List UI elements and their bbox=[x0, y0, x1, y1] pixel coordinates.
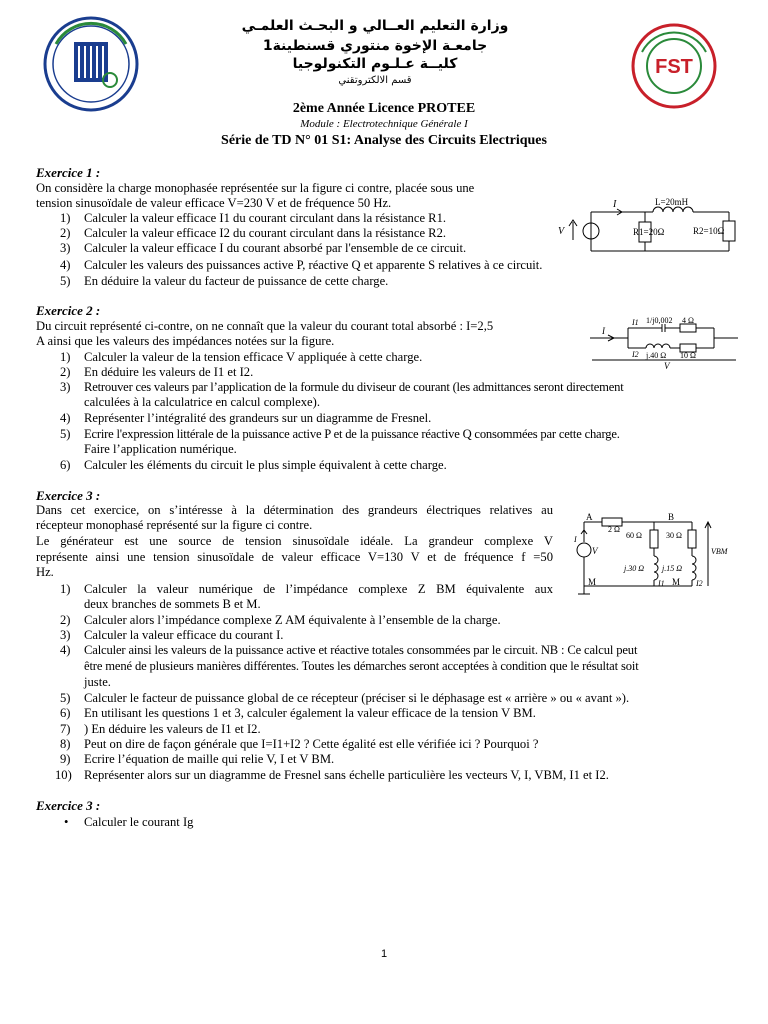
ex2-q4-num: 4) bbox=[60, 411, 71, 425]
ex2-q2: En déduire les valeurs de I1 et I2. bbox=[84, 365, 254, 379]
ex3-q6: En utilisant les questions 1 et 3, calculer également la valeur efficace de la tension V BM. bbox=[84, 706, 536, 720]
ex1-line1: On considère la charge monophasée représentée sur la figure ci contre, placée sous une bbox=[36, 181, 475, 195]
ex1-q3: Calculer la valeur efficace I du courant absorbé par l'ensemble de ce circuit. bbox=[84, 241, 467, 255]
faculty-logo bbox=[630, 22, 718, 110]
ministry-name-ar: وزارة التعليم العــالي و البحـث العلمـي bbox=[241, 18, 509, 34]
ex2-fig-I: I bbox=[602, 326, 605, 336]
ex4-title: Exercice 3 : bbox=[36, 798, 101, 813]
ex1-q1: Calculer la valeur efficace I1 du courant circulant dans la résistance R1. bbox=[84, 211, 447, 225]
ex2-q5: Ecrire l'expression littérale de la puissance active P et de la puissance réactive Q consommées par cette charge. bbox=[84, 427, 620, 441]
ex3-fig-R60: 60 Ω bbox=[626, 531, 642, 540]
ex3-q1b: deux branches de sommets B et M. bbox=[84, 597, 261, 611]
ex1-q4-num: 4) bbox=[60, 258, 71, 272]
ex2-line2: A ainsi que les valeurs des impédances notées sur la figure. bbox=[36, 334, 335, 348]
ex1-q5: En déduire la valeur du facteur de puissance de cette charge. bbox=[84, 274, 389, 288]
ex2-fig-C: 1/j0,002 bbox=[646, 316, 673, 325]
ex1-q4: Calculer les valeurs des puissances active P, réactive Q et apparente S relatives à ce circuit. bbox=[84, 258, 543, 272]
ex3-fig-V: V bbox=[592, 546, 598, 556]
ex3-q5-num: 5) bbox=[60, 691, 71, 705]
ex3-q7: ) En déduire les valeurs de I1 et I2. bbox=[84, 722, 261, 736]
ex3-q3-num: 3) bbox=[60, 628, 71, 642]
ex2-q2-num: 2) bbox=[60, 365, 71, 379]
ex1-q2: Calculer la valeur efficace I2 du courant circulant dans la résistance R2. bbox=[84, 226, 447, 240]
ex2-circuit-figure bbox=[588, 314, 748, 370]
ex3-p5: Hz. bbox=[36, 565, 54, 579]
ex3-fig-I2: I2 bbox=[696, 579, 703, 588]
module-name: Module : Electrotechnique Générale I bbox=[300, 118, 468, 130]
university-name-ar: جامعـة الإخوة منتوري قسنطينة1 bbox=[262, 38, 488, 54]
ex3-fig-L15: j.15 Ω bbox=[662, 564, 683, 573]
ex2-q1-num: 1) bbox=[60, 350, 71, 364]
ex1-circuit-figure bbox=[553, 196, 743, 262]
ex2-q3b: calculées à la calculatrice en calcul complexe). bbox=[84, 395, 320, 409]
ex2-q5-num: 5) bbox=[60, 427, 71, 441]
ex2-q6-num: 6) bbox=[60, 458, 71, 472]
ex1-q3-num: 3) bbox=[60, 241, 71, 255]
university-logo bbox=[36, 14, 146, 114]
faculty-logo-text: FST bbox=[655, 56, 693, 78]
ex3-q8-num: 8) bbox=[60, 737, 71, 751]
ex3-q10-num: 10) bbox=[55, 768, 72, 782]
ex3-fig-R30: 30 Ω bbox=[666, 531, 682, 540]
ex2-q5b: Faire l’application numérique. bbox=[84, 442, 237, 456]
ex3-q2: Calculer alors l’impédance complexe Z AM équivalente à l’ensemble de la charge. bbox=[84, 613, 501, 627]
ex2-fig-I2: I2 bbox=[632, 350, 639, 359]
ex2-q4: Représenter l’intégralité des grandeurs sur un diagramme de Fresnel. bbox=[84, 411, 432, 425]
ex3-fig-L30: j.30 Ω bbox=[624, 564, 645, 573]
ex3-fig-M2: M bbox=[672, 577, 681, 587]
ex3-title: Exercice 3 : bbox=[36, 488, 101, 503]
ex3-fig-M: M bbox=[588, 577, 597, 587]
ex3-q4b: être mené de plusieurs manières différentes. Toutes les démarches seront acceptées à condition que le résultat soit bbox=[84, 659, 639, 673]
ex3-q10: Représenter alors sur un diagramme de Fresnel sans échelle particulière les vecteurs V, I, VBM, I1 et I2. bbox=[84, 768, 609, 782]
ex3-circuit-figure bbox=[572, 510, 752, 602]
ex3-p3: Le générateur est une source de tension sinusoïdale idéale. La grandeur complexe V bbox=[36, 534, 553, 548]
ex4-bullet-dot: • bbox=[64, 815, 69, 829]
ex2-fig-V: V bbox=[664, 361, 670, 370]
ex3-p2: récepteur monophasé représenté sur la figure ci contre. bbox=[36, 518, 313, 532]
ex2-q3: Retrouver ces valeurs par l’application de la formule du diviseur de courant (les admittances seront directement bbox=[84, 380, 624, 394]
serie-title: Série de TD N° 01 S1: Analyse des Circuits Electriques bbox=[221, 133, 547, 148]
ex3-p4: représente ainsi une tension sinusoïdale de valeur efficace V=130 V et de fréquence f =50 bbox=[36, 550, 553, 564]
ex4-bullet: Calculer le courant Ig bbox=[84, 815, 194, 829]
ex3-q4: Calculer ainsi les valeurs de la puissance active et réactive totales consommées par le circuit. NB : Ce calcul peut bbox=[84, 643, 638, 657]
ex2-line1: Du circuit représenté ci-contre, on ne connaît que la valeur du courant total absorbé : I=2,5 bbox=[36, 319, 494, 333]
ex3-fig-VBM: VBM bbox=[711, 547, 728, 556]
ex1-q1-num: 1) bbox=[60, 211, 71, 225]
ex1-fig-V: V bbox=[558, 226, 565, 237]
ex3-q7-num: 7) bbox=[60, 722, 71, 736]
ex3-q2-num: 2) bbox=[60, 613, 71, 627]
ex2-q6: Calculer les éléments du circuit le plus simple équivalent à cette charge. bbox=[84, 458, 447, 472]
ex3-fig-I: I bbox=[574, 535, 577, 544]
ex2-q3-num: 3) bbox=[60, 380, 71, 394]
ex1-fig-R1: R1=20Ω bbox=[633, 227, 665, 237]
ex3-fig-B: B bbox=[668, 512, 675, 522]
ex3-q3: Calculer la valeur efficace du courant I. bbox=[84, 628, 284, 642]
ex3-q1: Calculer la valeur numérique de l’impédance complexe Z BM équivalente aux bbox=[84, 582, 553, 596]
department-name-ar: قسم الالكتروتقني bbox=[338, 75, 412, 86]
ex2-fig-R10: 10 Ω bbox=[680, 351, 696, 360]
ex2-q1: Calculer la valeur de la tension efficace V appliquée à cette charge. bbox=[84, 350, 423, 364]
ex3-q9-num: 9) bbox=[60, 752, 71, 766]
ex1-fig-R2: R2=10Ω bbox=[693, 226, 725, 236]
ex3-fig-R2: 2 Ω bbox=[608, 525, 620, 534]
ex2-fig-R4: 4 Ω bbox=[682, 316, 694, 325]
ex2-fig-I1: I1 bbox=[632, 318, 639, 327]
ex3-q4-num: 4) bbox=[60, 643, 71, 657]
ex3-q8: Peut on dire de façon générale que I=I1+I2 ? Cette égalité est elle vérifiée ici ? Pourquoi ? bbox=[84, 737, 539, 751]
page-title: 2ème Année Licence PROTEE bbox=[292, 101, 476, 116]
ex1-q2-num: 2) bbox=[60, 226, 71, 240]
ex1-fig-I: I bbox=[613, 199, 617, 210]
ex3-q1-num: 1) bbox=[60, 582, 71, 596]
ex3-q5: Calculer le facteur de puissance global de ce récepteur (préciser si le déphasage est « arrière » ou « avant »). bbox=[84, 691, 630, 705]
ex3-p1: Dans cet exercice, on s’intéresse à la détermination des grandeurs électriques relatives au bbox=[36, 503, 553, 517]
ex3-fig-A: A bbox=[586, 512, 593, 522]
ex3-q9: Ecrire l’équation de maille qui relie V, I et V BM. bbox=[84, 752, 335, 766]
faculty-name-ar: كليــة عـلـوم التكنولوجيا bbox=[292, 56, 458, 72]
ex3-fig-I1: I1 bbox=[658, 579, 665, 588]
ex1-line2: tension sinusoïdale de valeur efficace V=230 V et de fréquence 50 Hz. bbox=[36, 196, 392, 210]
ex2-title: Exercice 2 : bbox=[36, 303, 101, 318]
ex1-q5-num: 5) bbox=[60, 274, 71, 288]
ex1-fig-L: L=20mH bbox=[655, 197, 689, 207]
ex2-fig-Lj: j.40 Ω bbox=[646, 351, 667, 360]
ex3-q6-num: 6) bbox=[60, 706, 71, 720]
page-number: 1 bbox=[380, 948, 388, 960]
ex3-q4c: juste. bbox=[84, 675, 111, 689]
ex1-title: Exercice 1 : bbox=[36, 165, 101, 180]
